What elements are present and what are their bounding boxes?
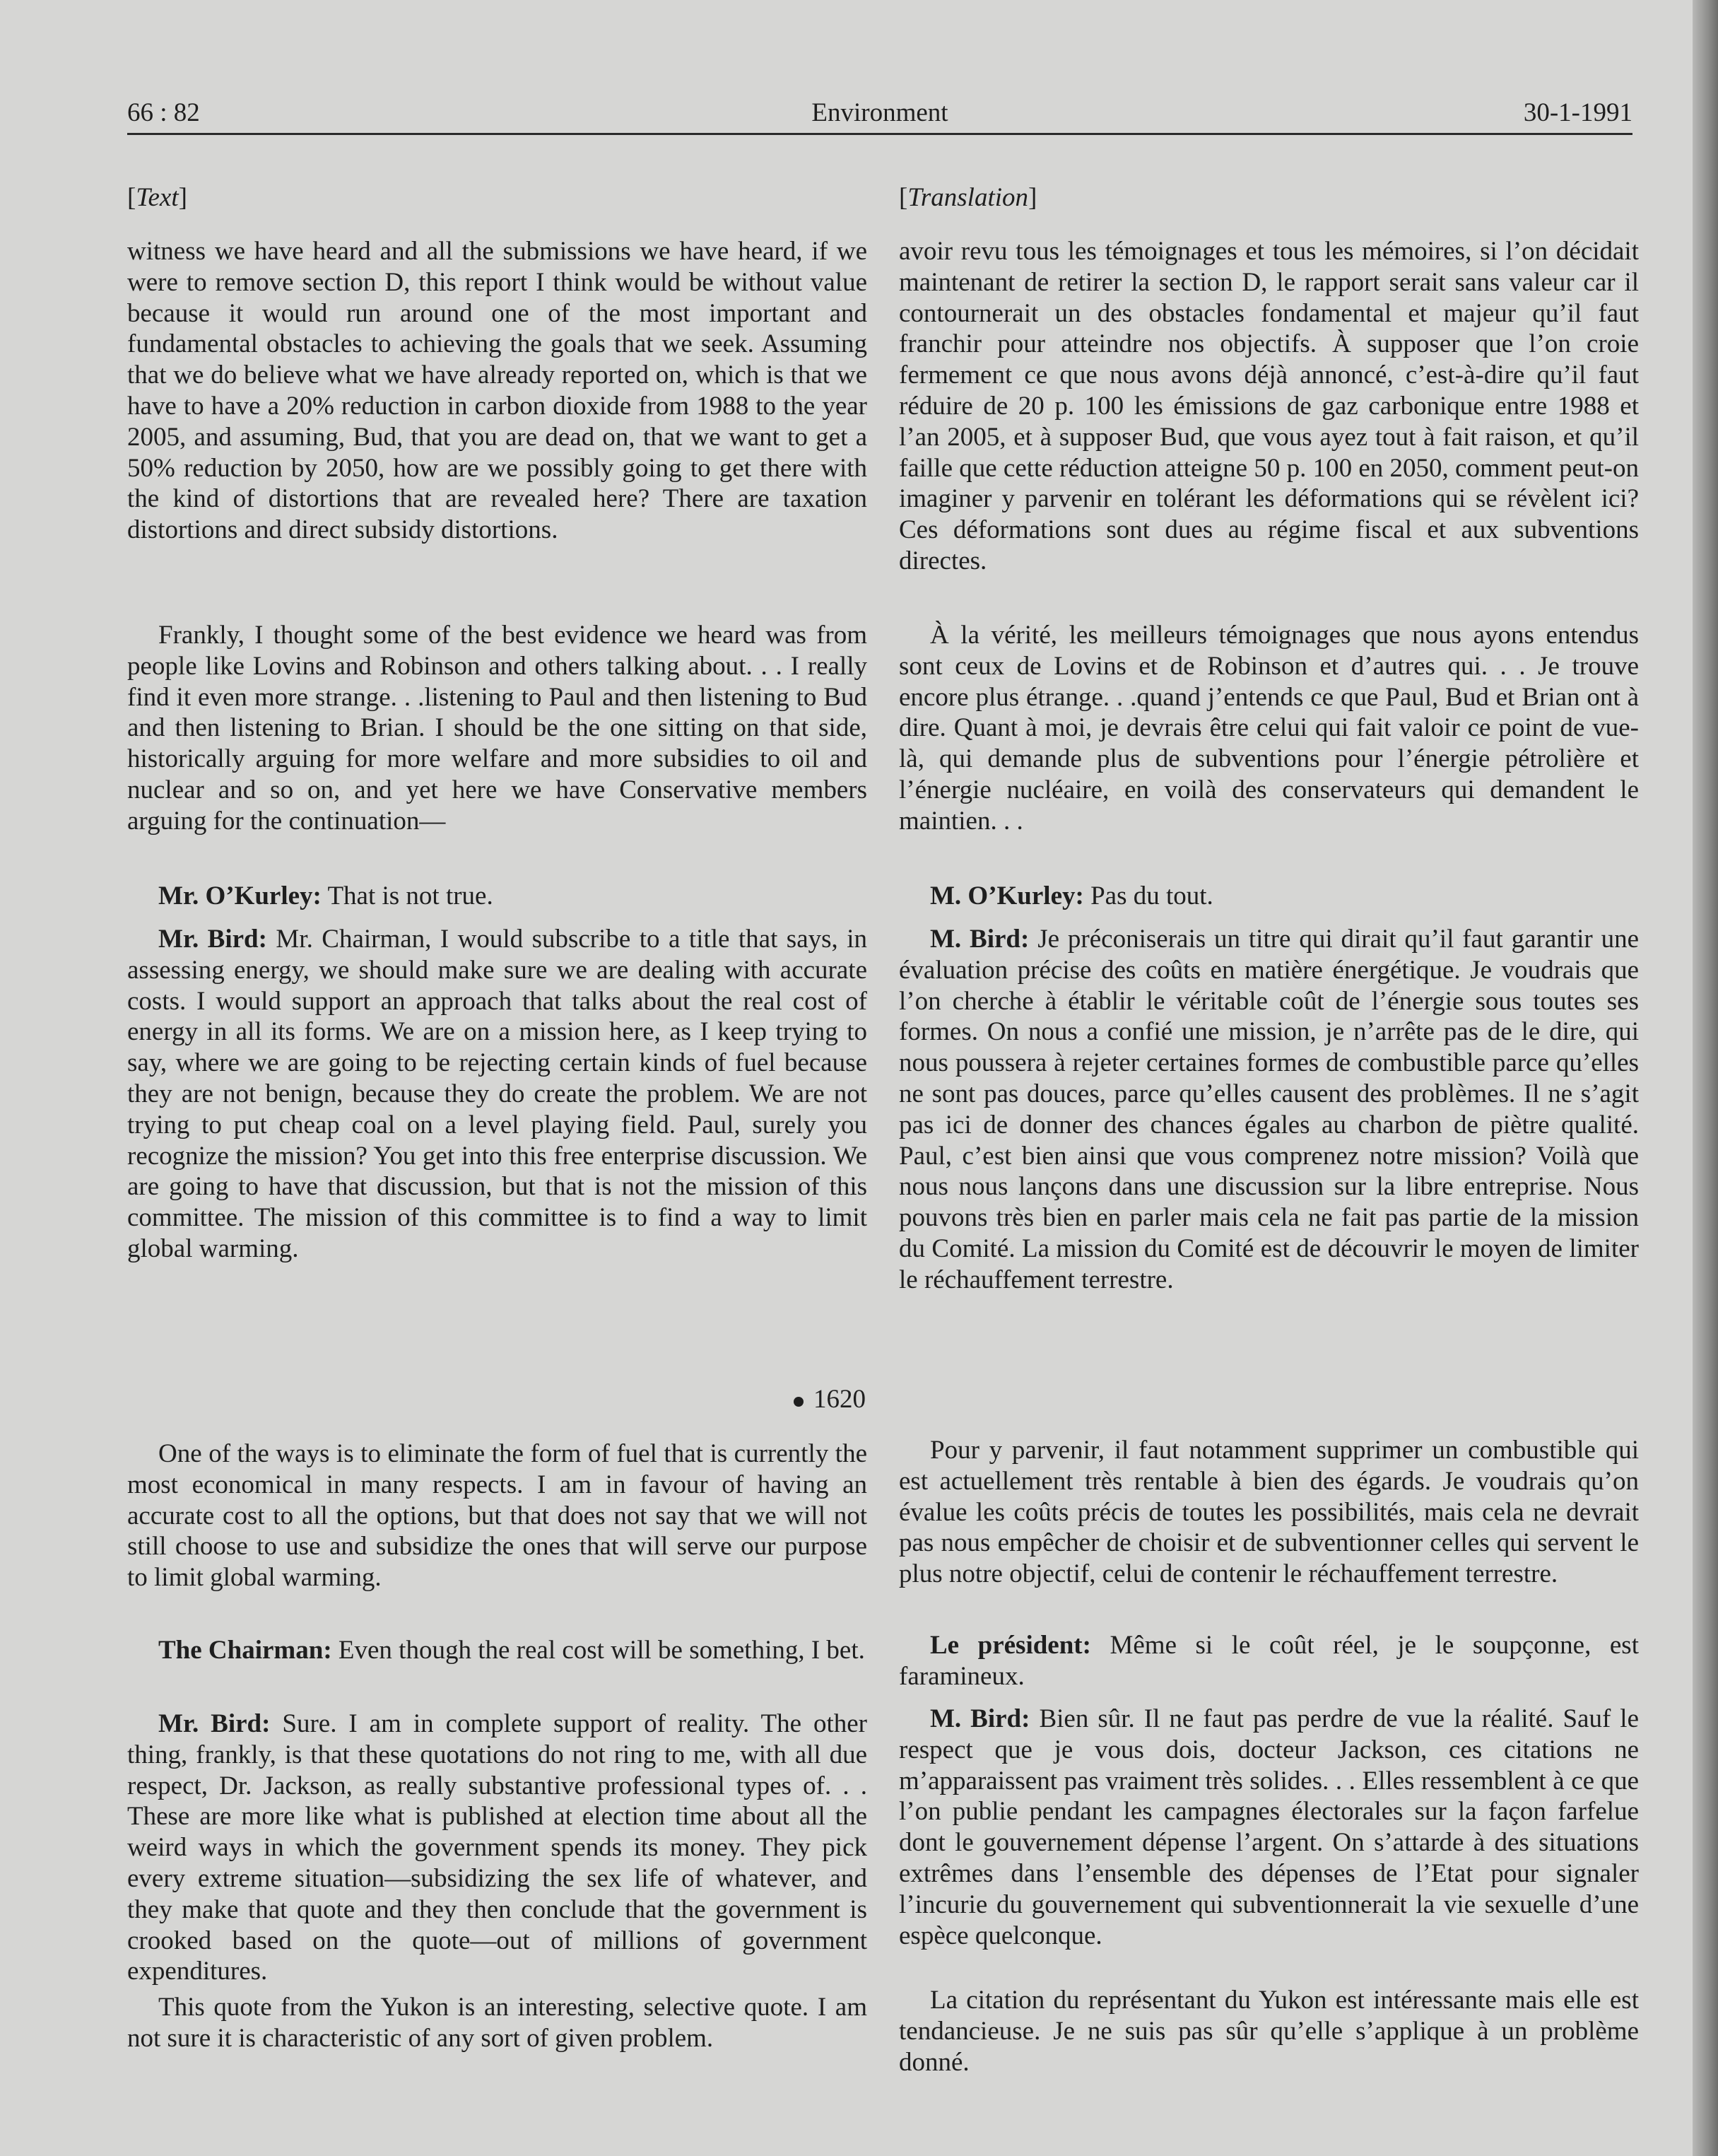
speaker-bird-en-2: Mr. Bird:: [158, 1709, 271, 1738]
english-label: [Text]: [127, 183, 187, 212]
speaker-president-fr: Le président:: [930, 1631, 1091, 1660]
french-paragraph-7: [899, 1704, 1639, 1951]
page-header: [127, 98, 1632, 135]
french-paragraph-3-text: Pas du tout.: [1083, 881, 1213, 910]
english-paragraph-8: [127, 1992, 867, 2054]
speaker-okurley-en: Mr. O’Kurley:: [158, 881, 322, 910]
french-paragraph-1: [899, 236, 1639, 577]
french-paragraph-8-text: La citation du représentant du Yukon est intéressante mais elle est tendancieuse. Je ne suis pas sûr qu’elle s’applique à un problème donné.: [899, 1986, 1639, 2077]
english-paragraph-3: [127, 881, 867, 912]
french-label-text: Translation: [907, 183, 1029, 212]
english-paragraph-1-text: witness we have heard and all the submissions we have heard, if we were to remove section D, this report I think would be without value because it would run around one of the most important and fundamental obstacles to achieving the goals that we seek. Assuming that we do believe what we have already reported on, which is that we have to have a 20% reduction in carbon dioxide from 1988 to the year 2005, and assuming, Bud, that you are dead on, that we want to get a 50% reduction by 2050, how are we possibly going to get there with the kind of distortions that are revealed here? There are taxation distortions and direct subsidy distortions.: [127, 237, 867, 545]
english-paragraph-7: [127, 1709, 867, 1987]
french-paragraph-2: [899, 620, 1639, 837]
time-marker: [774, 1384, 866, 1414]
french-label: [Translation]: [899, 183, 1037, 212]
english-paragraph-6-text: Even though the real cost will be something, I bet.: [331, 1636, 865, 1665]
speaker-bird-en-1: Mr. Bird:: [158, 925, 267, 954]
english-paragraph-4-text: Mr. Chairman, I would subscribe to a title that says, in assessing energy, we should make sure we are dealing with accurate costs. I would support an approach that talks about the real cost of energy in all its forms. We are on a mission here, as I keep trying to say, where we are going to be rejecting certain kinds of fuel because they are not benign, because they do create the problem. We are not trying to put cheap coal on a level playing field. Paul, surely you recognize the mission? You get into this free enterprise discussion. We are going to have that discussion, but that is not the mission of this committee. The mission of this committee is to find a way to limit global warming.: [127, 925, 868, 1263]
english-paragraph-1: [127, 236, 867, 546]
speaker-bird-fr-1: M. Bird:: [930, 925, 1030, 954]
committee-name: Environment: [811, 98, 948, 127]
french-paragraph-5-text: Pour y parvenir, il faut notamment supprimer un combustible qui est actuellement très rentable à bien des égards. Je voudrais qu’on évalue les coûts précis de toutes les possibilités, mais cela ne devrait pas nous empêcher de choisir et de subventionner celles qui servent le plus notre objectif, celui de contenir le réchauffement terrestre.: [899, 1436, 1639, 1589]
french-paragraph-5: [899, 1435, 1639, 1590]
speaker-okurley-fr: M. O’Kurley:: [930, 881, 1084, 910]
english-paragraph-5-text: One of the ways is to eliminate the form of fuel that is currently the most economical in many respects. I am in favour of having an accurate cost to all the options, but that does not say that we will not still choose to use and subsidize the ones that will serve our purpose to limit global warming.: [127, 1439, 867, 1593]
french-paragraph-8: [899, 1985, 1639, 2078]
english-paragraph-8-text: This quote from the Yukon is an interesting, selective quote. I am not sure it is characteristic of any sort of given problem.: [127, 1993, 867, 2053]
french-paragraph-7-text: Bien sûr. Il ne faut pas perdre de vue la réalité. Sauf le respect que je vous dois, docteur Jackson, ces citations ne m’apparaissent pas vraiment très solides. . . Elles ressemblent à ce que l’on publie pendant les campagnes électorales sur la façon farfelue dont le gouvernement dépense l’argent. On s’attarde à des situations extrêmes dans l’ensemble des dépenses de l’Etat pour signaler l’incurie du gouvernement qui subventionnerait la vie sexuelle d’une espèce quelconque.: [899, 1704, 1639, 1950]
sitting-date: 30-1-1991: [1523, 98, 1632, 127]
french-paragraph-1-text: avoir revu tous les témoignages et tous les mémoires, si l’on décidait maintenant de retirer la section D, le rapport serait sans valeur car il contournerait un des obstacles fondamental et majeur qu’il faut franchir pour atteindre nos objectifs. À supposer que l’on croie fermement ce que nous avons déjà annoncé, c’est-à-dire qu’il faut réduire de 20 p. 100 les émissions de gaz carbonique entre 1988 et l’an 2005, et à supposer Bud, que vous ayez tout à fait raison, et qu’il faille que cette réduction atteigne 50 p. 100 en 2050, comment peut-on imaginer y parvenir en tolérant les déformations qui se révèlent ici? Ces déformations sont dues au régime fiscal et aux subventions directes.: [899, 237, 1639, 575]
page-number: 66 : 82: [127, 98, 200, 127]
french-paragraph-3: [899, 881, 1639, 912]
french-paragraph-2-text: À la vérité, les meilleurs témoignages que nous ayons entendus sont ceux de Lovins et de Robinson et d’autres qui. . . Je trouve encore plus étrange. . .quand j’entends ce que Paul, Bud et Brian ont à dire. Quant à moi, je devrais être celui qui fait valoir ce point de vue-là, qui demande plus de subventions pour l’énergie pétrolière et l’énergie nucléaire, en voilà des conservateurs qui demandent le maintien. . .: [899, 621, 1639, 836]
french-paragraph-6: [899, 1630, 1639, 1692]
english-paragraph-3-text: That is not true.: [321, 881, 493, 910]
speaker-bird-fr-2: M. Bird:: [930, 1704, 1030, 1733]
english-paragraph-4: [127, 924, 867, 1265]
english-paragraph-5: [127, 1439, 867, 1593]
bullet-icon: [794, 1397, 804, 1407]
page-edge-shadow: [1693, 0, 1718, 2156]
french-paragraph-4: [899, 924, 1639, 1296]
english-paragraph-7-text: Sure. I am in complete support of reality. The other thing, frankly, is that these quotations do not ring to me, with all due respect, Dr. Jackson, as really substantive professional types of. . . These are more like what is published at election time about all the weird ways in which the government spends its money. They pick every extreme situation—subsidizing the sex life of whatever, and they make that quote and they then conclude that the government is crooked based on the quote—out of millions of government expenditures.: [127, 1709, 867, 1986]
english-label-text: Text: [136, 183, 179, 212]
french-paragraph-4-text: Je préconiserais un titre qui dirait qu’il faut garantir une évaluation précise des coûts en matière énergétique. Je voudrais que l’on cherche à établir le véritable coût de l’énergie sous toutes ses formes. On nous a confié une mission, je n’arrête pas de le dire, qui nous poussera à rejeter certaines formes de combustible parce qu’elles ne sont pas douces, parce qu’elles causent des problèmes. Il ne s’agit pas ici de donner des chances égales au charbon de piètre qualité. Paul, c’est bien ainsi que vous comprenez notre mission? Voilà que nous nous lançons dans une discussion sur la libre entreprise. Nous pouvons très bien en parler mais cela ne fait pas partie de la mission du Comité. La mission du Comité est de découvrir le moyen de limiter le réchauffement terrestre.: [899, 925, 1639, 1294]
speaker-chairman-en: The Chairman:: [158, 1636, 332, 1665]
time-marker-text: 1620: [813, 1385, 866, 1414]
english-paragraph-2: [127, 620, 867, 837]
english-paragraph-6: [127, 1635, 867, 1666]
french-paragraph-6-text: Même si le coût réel, je le soupçonne, est faramineux.: [899, 1631, 1639, 1691]
english-paragraph-2-text: Frankly, I thought some of the best evidence we heard was from people like Lovins and Robinson and others talking about. . . I really find it even more strange. . .listening to Paul and then listening to Bud and then listening to Brian. I should be the one sitting on that side, historically arguing for more welfare and more subsidies to oil and nuclear and so on, and yet here we have Conservative members arguing for the continuation—: [127, 621, 867, 836]
